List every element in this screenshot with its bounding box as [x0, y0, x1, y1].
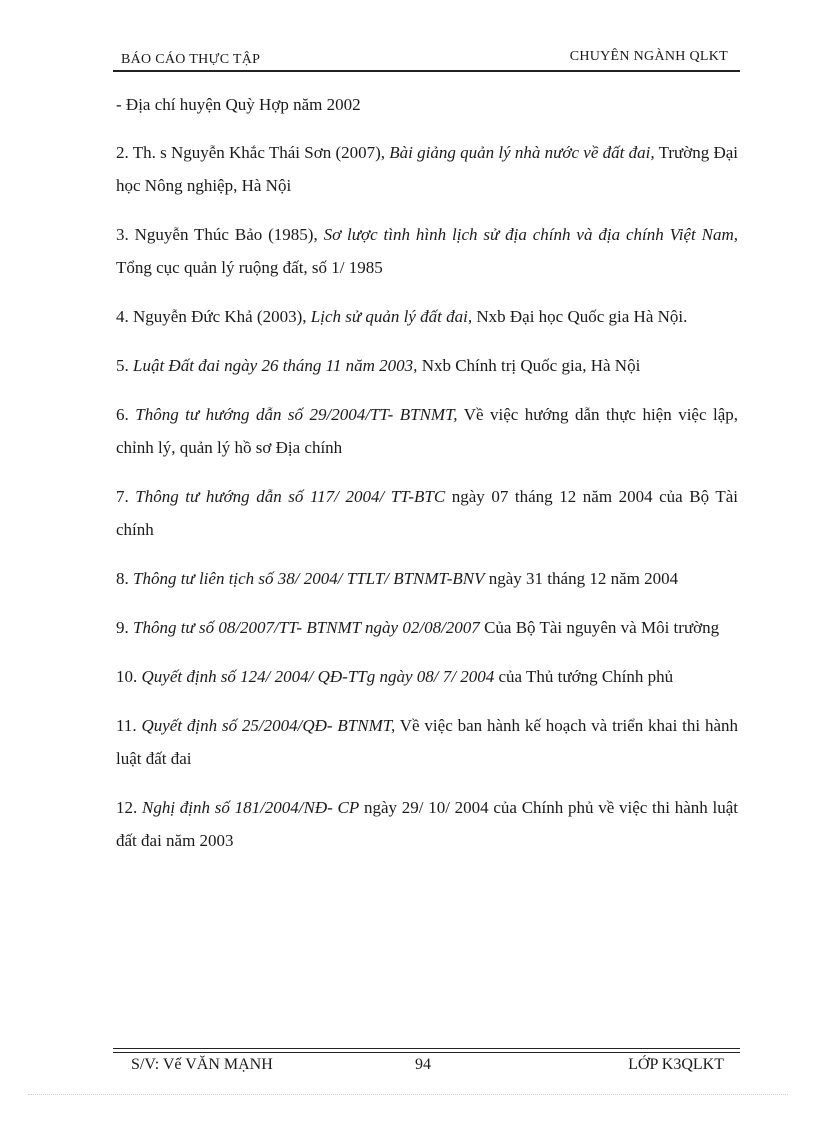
reference-description: ngày 29/ 10/ 2004 của Chính phủ về việc thi hành luật đất đai năm 2003: [116, 798, 738, 850]
reference-item: [116, 136, 738, 202]
reference-title: Lịch sử quản lý đất đai,: [310, 307, 473, 326]
reference-description: Về việc ban hành kế hoạch và triển khai thi hành luật đất đai: [116, 716, 739, 768]
reference-description: ngày 31 tháng 12 năm 2004: [488, 569, 679, 588]
reference-number: 11.: [116, 716, 137, 735]
reference-item: [116, 300, 738, 333]
reference-title: Sơ lược tình hình lịch sử địa chính và địa chính Việt Nam,: [323, 225, 738, 244]
reference-item: [116, 660, 738, 693]
footer-class: LỚP K3QLKT: [628, 1056, 724, 1073]
reference-item: [116, 709, 738, 775]
reference-title: Quyết định số 124/ 2004/ QĐ-TTg ngày 08/ 7/ 2004: [141, 667, 495, 686]
reference-number: 10.: [116, 667, 138, 686]
reference-number: 8.: [116, 569, 129, 588]
reference-number: 9.: [116, 618, 129, 637]
footer-divider: [113, 1052, 740, 1053]
reference-item: [116, 218, 738, 284]
reference-number: 12.: [116, 798, 138, 817]
reference-item: [116, 480, 738, 546]
reference-description: của Thủ tướng Chính phủ: [498, 667, 674, 686]
reference-number: 6.: [116, 405, 129, 424]
reference-item: [116, 611, 738, 644]
reference-author: 3. Nguyễn Thúc Bảo (1985),: [116, 225, 318, 244]
page-number: 94: [415, 1056, 431, 1073]
reference-list: [116, 88, 738, 873]
reference-author: 4. Nguyễn Đức Khả (2003),: [116, 307, 307, 326]
reference-title: Quyết định số 25/2004/QĐ- BTNMT,: [141, 716, 396, 735]
reference-publisher: Nxb Chính trị Quốc gia, Hà Nội: [421, 356, 641, 375]
reference-description: ngày 07 tháng 12 năm 2004 của Bộ Tài chính: [116, 487, 738, 539]
reference-title: Bài giảng quản lý nhà nước về đất đai,: [389, 143, 655, 162]
reference-item: [116, 791, 738, 857]
reference-publisher: Trường Đại học Nông nghiệp, Hà Nội: [116, 143, 739, 195]
reference-publisher: Tổng cục quản lý ruộng đất, số 1/ 1985: [116, 258, 383, 277]
header-report-title: BÁO CÁO THỰC TẬP: [121, 52, 261, 67]
reference-title: Nghị định số 181/2004/NĐ- CP: [141, 798, 360, 817]
page-footer: [113, 1054, 740, 1078]
header-major: CHUYÊN NGÀNH QLKT: [569, 49, 728, 64]
reference-text: - Địa chí huyện Quỳ Hợp năm 2002: [116, 95, 361, 114]
reference-number: 7.: [116, 487, 129, 506]
reference-publisher: Nxb Đại học Quốc gia Hà Nội.: [476, 307, 688, 326]
reference-author: 2. Th. s Nguyễn Khắc Thái Sơn (2007),: [116, 143, 386, 162]
reference-title: Thông tư hướng dẫn số 29/2004/TT- BTNMT,: [135, 405, 458, 424]
reference-description: Của Bộ Tài nguyên và Môi trường: [484, 618, 720, 637]
reference-item: [116, 349, 738, 382]
reference-title: Thông tư hướng dẫn số 117/ 2004/ TT-BTC: [135, 487, 446, 506]
footer-student: S/V: Vế VĂN MẠNH: [131, 1056, 273, 1073]
footer-divider: [113, 1048, 740, 1049]
reference-title: Thông tư số 08/2007/TT- BTNMT ngày 02/08/2007: [133, 618, 480, 637]
reference-title: Thông tư liên tịch số 38/ 2004/ TTLT/ BTNMT-BNV: [133, 569, 485, 588]
reference-item: [116, 562, 738, 595]
page-edge: [28, 1094, 788, 1095]
reference-item: [116, 398, 738, 464]
reference-title: Luật Đất đai ngày 26 tháng 11 năm 2003,: [133, 356, 418, 375]
reference-number: 5.: [116, 356, 129, 375]
page-header: [113, 48, 740, 72]
reference-item: [116, 88, 738, 121]
reference-description: Về việc hướng dẫn thực hiện việc lập, chỉnh lý, quản lý hồ sơ Địa chính: [116, 405, 738, 457]
